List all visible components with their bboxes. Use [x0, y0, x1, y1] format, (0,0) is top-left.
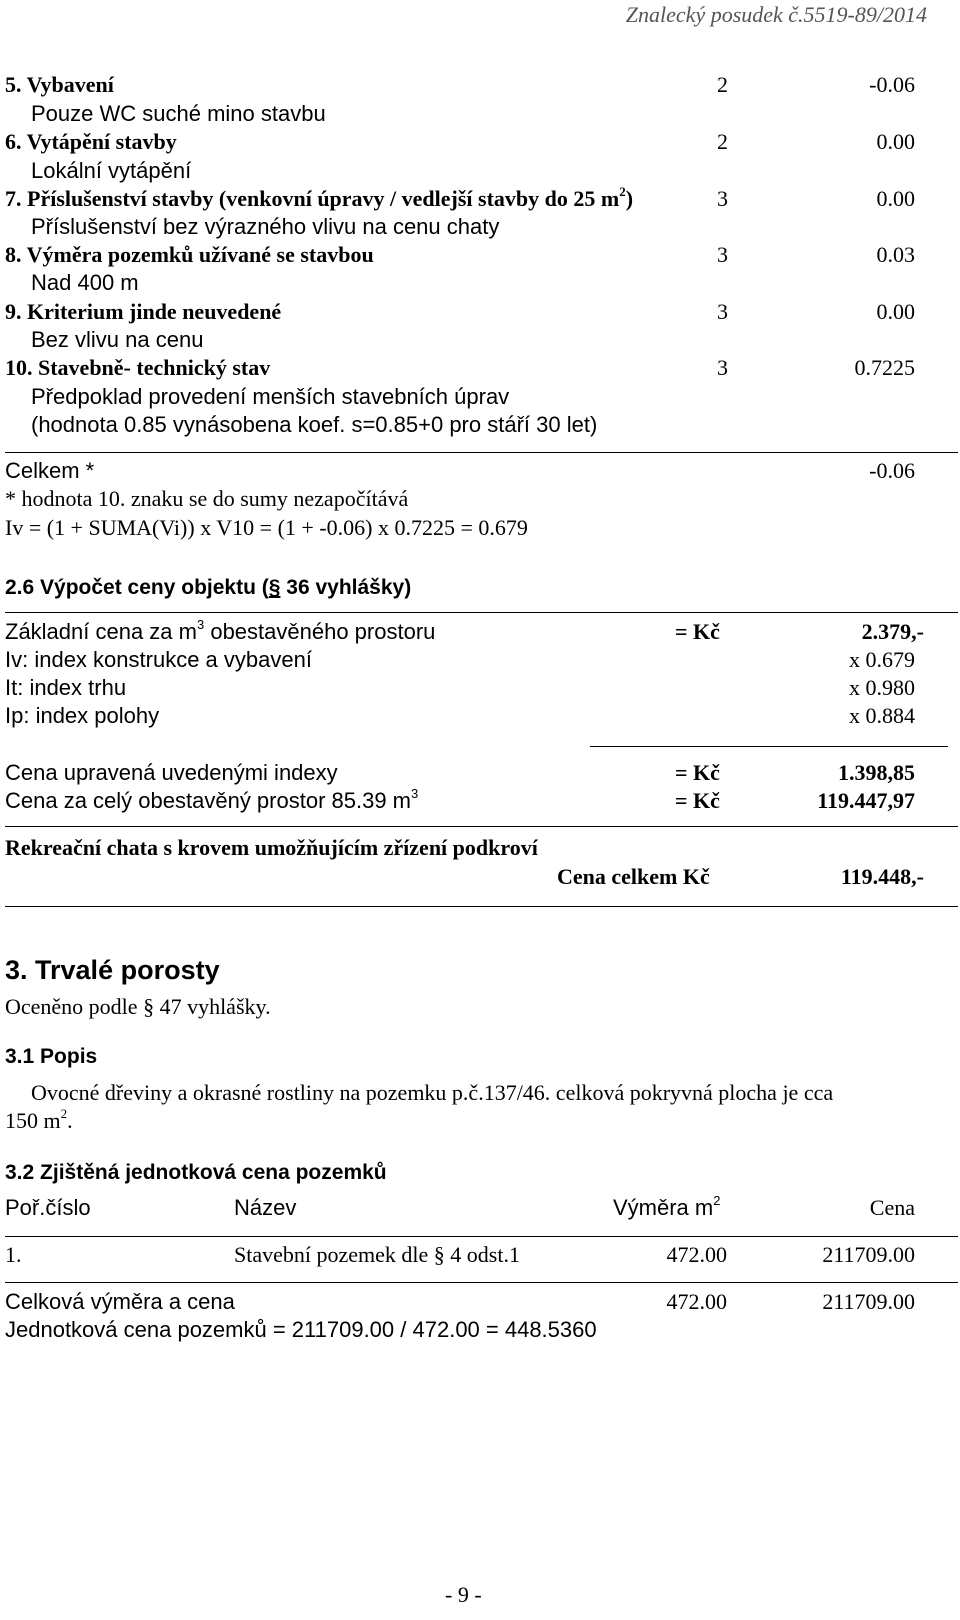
criterion-level: 3 [717, 242, 728, 267]
divider [5, 1236, 958, 1237]
description-text: Ovocné dřeviny a okrasné rostliny na pozemku p.č.137/46. celková pokryvná plocha je cca [31, 1080, 834, 1105]
criterion-level: 3 [717, 299, 728, 324]
subtotal-line [590, 746, 948, 747]
adjusted-price-label: Cena upravená uvedenými indexy [5, 760, 338, 785]
price-row-label: Iv: index konstrukce a vybavení [5, 647, 312, 672]
divider [5, 826, 958, 827]
whole-price-label: Cena za celý obestavěný prostor 85.39 $m^3$ [5, 785, 419, 813]
whole-price-unit: = Kč [675, 788, 720, 813]
table-header-no: Poř.číslo [5, 1195, 91, 1220]
table-row-no: 1. [5, 1242, 22, 1267]
table-row-name: Stavební pozemek dle § 4 odst.1 [234, 1242, 520, 1267]
table-total-label: Celková výměra a cena [5, 1289, 235, 1314]
section-intro: Oceněno podle § 47 vyhlášky. [5, 994, 271, 1019]
divider [5, 612, 958, 613]
price-row-value: x 0.884 [849, 703, 915, 728]
divider [5, 906, 958, 907]
price-row-label: Základní cena za $m^3$ obestavěného prostoru [5, 616, 436, 644]
criterion-label: 10. Stavebně- technický stav [5, 355, 271, 380]
table-header-area: Výměra $m^2$ [613, 1192, 721, 1220]
criterion-desc: Nad 400 m [31, 270, 139, 295]
criterion-label: 8. Výměra pozemků užívané se stavbou [5, 242, 374, 267]
criterion-value: 0.00 [876, 129, 915, 154]
criterion-label: 7. Příslušenství stavby (venkovní úpravy / vedlejší stavby do 25 $m^2$) [5, 183, 634, 211]
price-row-value: x 0.679 [849, 647, 915, 672]
price-row-value: x 0.980 [849, 675, 915, 700]
whole-price-value: 119.447,97 [817, 788, 915, 813]
divider [5, 1282, 958, 1283]
criterion-value: 0.00 [876, 186, 915, 211]
table-total-price: 211709.00 [822, 1289, 915, 1314]
criterion-level: 2 [717, 129, 728, 154]
section-heading: 3. Trvalé porosty [5, 955, 220, 985]
criterion-desc: Bez vlivu na cenu [31, 327, 204, 352]
criterion-label: 9. Kriterium jinde neuvedené [5, 299, 282, 324]
table-header-name: Název [234, 1195, 297, 1220]
document-header: Znalecký posudek č.5519-89/2014 [625, 2, 927, 27]
criterion-desc: Příslušenství bez výrazného vlivu na cenu chaty [31, 214, 500, 239]
price-row-value: 2.379,- [861, 619, 924, 644]
criterion-level: 3 [717, 355, 728, 380]
total-label: Celkem * [5, 458, 95, 483]
criterion-value: 0.7225 [854, 355, 915, 380]
divider [5, 452, 958, 453]
table-header-price: Cena [869, 1195, 915, 1220]
unit-price-formula: Jednotková cena pozemků = 211709.00 / 472.00 = 448.5360 [5, 1317, 597, 1342]
total-value: -0.06 [869, 458, 915, 483]
price-row-label: It: index trhu [5, 675, 127, 700]
description-text-continued: 150 $m^2$. [5, 1105, 73, 1133]
adjusted-price-value: 1.398,85 [838, 760, 915, 785]
subsection-heading: 3.2 Zjištěná jednotková cena pozemků [5, 1161, 387, 1184]
criterion-level: 2 [717, 72, 728, 97]
criterion-value: 0.00 [876, 299, 915, 324]
table-total-area: 472.00 [666, 1289, 727, 1314]
index-formula: Iv = (1 + SUMA(Vi)) x V10 = (1 + -0.06) x 0.7225 = 0.679 [5, 515, 528, 540]
criterion-desc: Pouze WC suché mino stavbu [31, 101, 326, 126]
section-heading: 2.6 Výpočet ceny objektu (§ 36 vyhlášky) [5, 576, 412, 599]
object-total-label: Cena celkem Kč [557, 864, 710, 889]
criterion-value: 0.03 [876, 242, 915, 267]
criterion-desc: Lokální vytápění [31, 158, 192, 183]
criterion-label: 5. Vybavení [5, 72, 114, 97]
criterion-desc-continued: (hodnota 0.85 vynásobena koef. s=0.85+0 pro stáří 30 let) [31, 412, 598, 437]
subsection-heading: 3.1 Popis [5, 1045, 98, 1068]
criterion-label: 6. Vytápění stavby [5, 129, 177, 154]
object-total-value: 119.448,- [840, 864, 924, 889]
criterion-desc: Předpoklad provedení menších stavebních úprav [31, 384, 510, 409]
price-row-label: Ip: index polohy [5, 703, 160, 728]
price-row-unit: = Kč [675, 619, 720, 644]
page-number: - 9 - [445, 1582, 482, 1607]
adjusted-price-unit: = Kč [675, 760, 720, 785]
table-row-area: 472.00 [666, 1242, 727, 1267]
summary-note: * hodnota 10. znaku se do sumy nezapočítává [5, 486, 409, 511]
criterion-level: 3 [717, 186, 728, 211]
object-name: Rekreační chata s krovem umožňujícím zřízení podkroví [5, 835, 538, 860]
criterion-value: -0.06 [869, 72, 915, 97]
table-row-price: 211709.00 [822, 1242, 915, 1267]
